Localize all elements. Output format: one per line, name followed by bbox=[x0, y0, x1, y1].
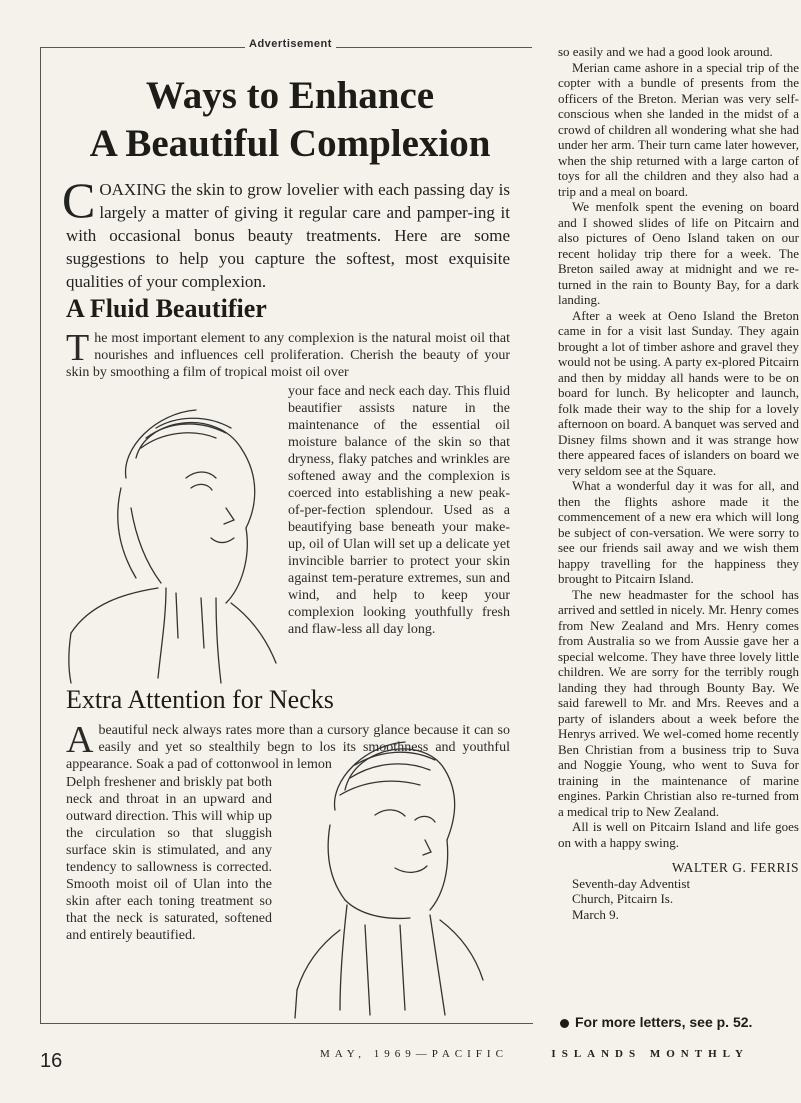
signature-line: Church, Pitcairn Is. bbox=[572, 891, 674, 906]
footer-issue: MAY, 1969—PACIFIC bbox=[320, 1048, 508, 1060]
letter-paragraph: so easily and we had a good look around. bbox=[558, 44, 773, 59]
advertisement-label: Advertisement bbox=[245, 38, 336, 50]
section2-side-text: Delph freshener and briskly pat both neck and throat in an upward and outward direction. This will whip up the circulation so that sluggish surface skin is stimulated, and any tendency to sallowness is corrected. Smooth moist oil of Ulan into the skin after each toning treatment so that the neck is saturated, softened and entirely beautified. bbox=[66, 775, 272, 943]
more-letters-text: For more letters, see p. 52. bbox=[575, 1014, 753, 1030]
letter-paragraph: We menfolk spent the evening on board and I showed slides of life on Pitcairn and also pictures of Oeno Island taken on our recent holiday trip there for a week. The Breton sailed away at midnight and we re-turned in the rain to Bounty Bay, for a dark landing. bbox=[558, 199, 799, 307]
intro-text: OAXING the skin to grow lovelier with each passing day is largely a matter of giving it regular care and pamper-ing it with occasional bonus beauty treatments. Here are some suggestions to help you capture the softest, most exquisite qualities of your complexion. bbox=[66, 180, 510, 291]
section1-text-top: he most important element to any complexion is the natural moist oil that nourishes and influences cell proliferation. Cherish the beauty of your skin by smoothing a film of tropical moist oil over bbox=[66, 331, 510, 380]
intro-dropcap: C bbox=[62, 172, 96, 228]
section1-dropcap: T bbox=[66, 327, 90, 369]
letter-signature: WALTER G. FERRIS bbox=[671, 860, 799, 875]
section2-text-top: beautiful neck always rates more than a cursory glance because it can so easily and yet so stealthily begn to los its smoothness and youthful appearance. Soak a pad of cottonwool in lemon bbox=[66, 723, 510, 772]
article-title-line2: A Beautiful Complexion bbox=[89, 122, 491, 165]
section2-dropcap: A bbox=[66, 719, 94, 761]
page-number: 16 bbox=[40, 1050, 63, 1072]
woman-face-sketch-illustration bbox=[66, 388, 281, 688]
letter-paragraph: Merian came ashore in a special trip of the copter with a bundle of presents from the officers of the Breton. Merian was very self-conscious when she landed in the midst of a crowd of children all wondering what she had under her arm. Their turn came later however, when the ship returned with a large carton of toys for all the children and they also had a trip and a meal on board. bbox=[558, 59, 799, 199]
section2-heading: Extra Attention for Necks bbox=[66, 685, 334, 714]
letter-paragraph: After a week at Oeno Island the Breton came in for a visit last Sunday. They again brought a lot of timber ashore and gravel they would not be using. A party ex-plored Pitcairn and then by midday all hands were to be on board for lunch. By helicopter and launch, folk made their way to the ship for a lovely afternoon on board. A banquet was served and Disney films shown and it was strange how there appeared faces of islanders on board we very seldom see at the Square. bbox=[558, 307, 799, 478]
letter-paragraph: All is well on Pitcairn Island and life goes on with a happy swing. bbox=[558, 819, 799, 850]
signature-line: Seventh-day Adventist bbox=[572, 875, 691, 891]
article-title-line1: Ways to Enhance bbox=[145, 74, 435, 117]
section1-heading: A Fluid Beautifier bbox=[66, 294, 267, 323]
woman-neck-sketch-illustration bbox=[285, 730, 495, 1020]
signature-line: March 9. bbox=[572, 906, 619, 922]
intro-paragraph bbox=[62, 172, 510, 293]
more-letters-link[interactable] bbox=[560, 1014, 752, 1030]
footer-magazine-name: ISLANDS MONTHLY bbox=[551, 1048, 749, 1060]
letter-paragraph: What a wonderful day it was for all, and then the flights ashore made it the commencement of a new era which will long be subject of con-versation. We were sorry to see our friends sail away and we wish them happy travelling for the happiness they brought to Pitcairn Island. bbox=[558, 478, 799, 586]
letter-column bbox=[558, 44, 799, 922]
page-footer bbox=[320, 1048, 800, 1060]
letter-paragraph: The new headmaster for the school has arrived and settled in nicely. Mr. Henry comes from New Zealand and Mrs. Henry comes from Australia so we from Aussie gave her a special welcome. They have three lovely little children. We are sorry for the terribly rough landing they had through Bounty Bay. We said farewell to Mr. and Mrs. Reeves and a party of islanders about a week before the Henrys arrived. We wel-comed home recently Ben Christian from a business trip to Suva and Noggie Young, who went to Suva for training in the maintenance of marine engines. Parkin Christian also re-turned from a medical trip to New Zealand. bbox=[558, 586, 799, 819]
section1-paragraph bbox=[66, 327, 510, 381]
section1-side-text: your face and neck each day. This fluid beautifier assists nature in the maintenance of the essential oil moisture balance of the skin so that dryness, flaky patches and wrinkles are softened away and the complexion is coerced into establishing a new peak-of-per-fection splendour. Used as a beautifying base beneath your make-up, oil of Ulan will set up a delicate yet invincible barrier to protect your skin against tem-perature extremes, sun and wind, and help to keep your complexion looking youthfully fresh and flaw-less all day long. bbox=[288, 384, 510, 637]
bullet-icon bbox=[560, 1019, 569, 1028]
